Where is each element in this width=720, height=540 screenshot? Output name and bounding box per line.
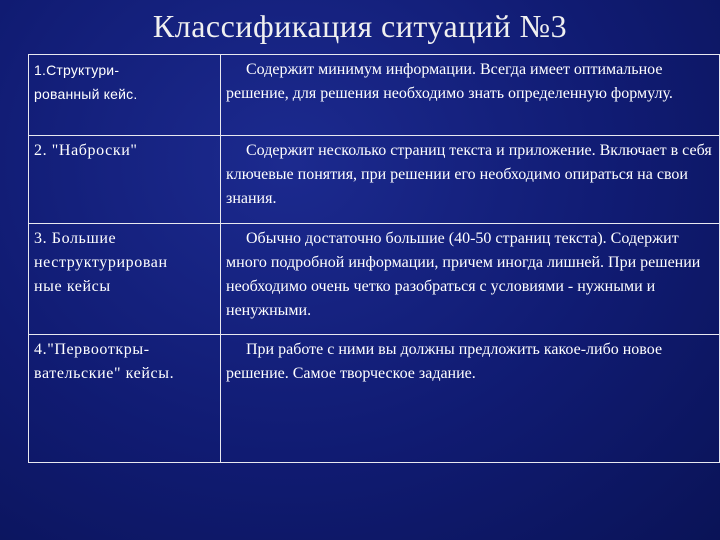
case-type-label: ные кейсы (34, 278, 111, 295)
case-type-cell (29, 55, 221, 136)
case-type-label: неструктурирован (34, 254, 168, 271)
table-row (29, 136, 720, 224)
case-type-label: 1.Структури- (34, 62, 120, 78)
case-type-label: рованный кейс. (34, 86, 138, 102)
slide-title: Классификация ситуаций №3 (152, 8, 568, 44)
case-type-label: вательские" кейсы. (34, 365, 175, 382)
case-description: При работе с ними вы должны предложить какое-либо новое решение. Самое творческое задание. (221, 335, 720, 463)
table-row (29, 224, 720, 335)
table-row (29, 335, 720, 463)
case-type-cell (29, 224, 221, 335)
case-description: Содержит минимум информации. Всегда имеет оптимальное решение, для решения необходимо знать определенную формулу. (221, 55, 720, 136)
case-type-cell (29, 136, 221, 224)
case-type-label: 4."Первооткры- (34, 341, 150, 358)
case-type-cell (29, 335, 221, 463)
case-type-label: 2. "Наброски" (34, 142, 138, 159)
classification-table (28, 54, 720, 463)
table-row (29, 55, 720, 136)
case-description: Обычно достаточно большие (40-50 страниц текста). Содержит много подробной информации, причем иногда лишней. При решении необходимо очень четко разобраться с условиями - нужными и ненужными. (221, 224, 720, 335)
case-type-label: 3. Большие (34, 230, 117, 247)
case-description: Содержит несколько страниц текста и приложение. Включает в себя ключевые понятия, при решении его необходимо опираться на свои знания. (221, 136, 720, 224)
